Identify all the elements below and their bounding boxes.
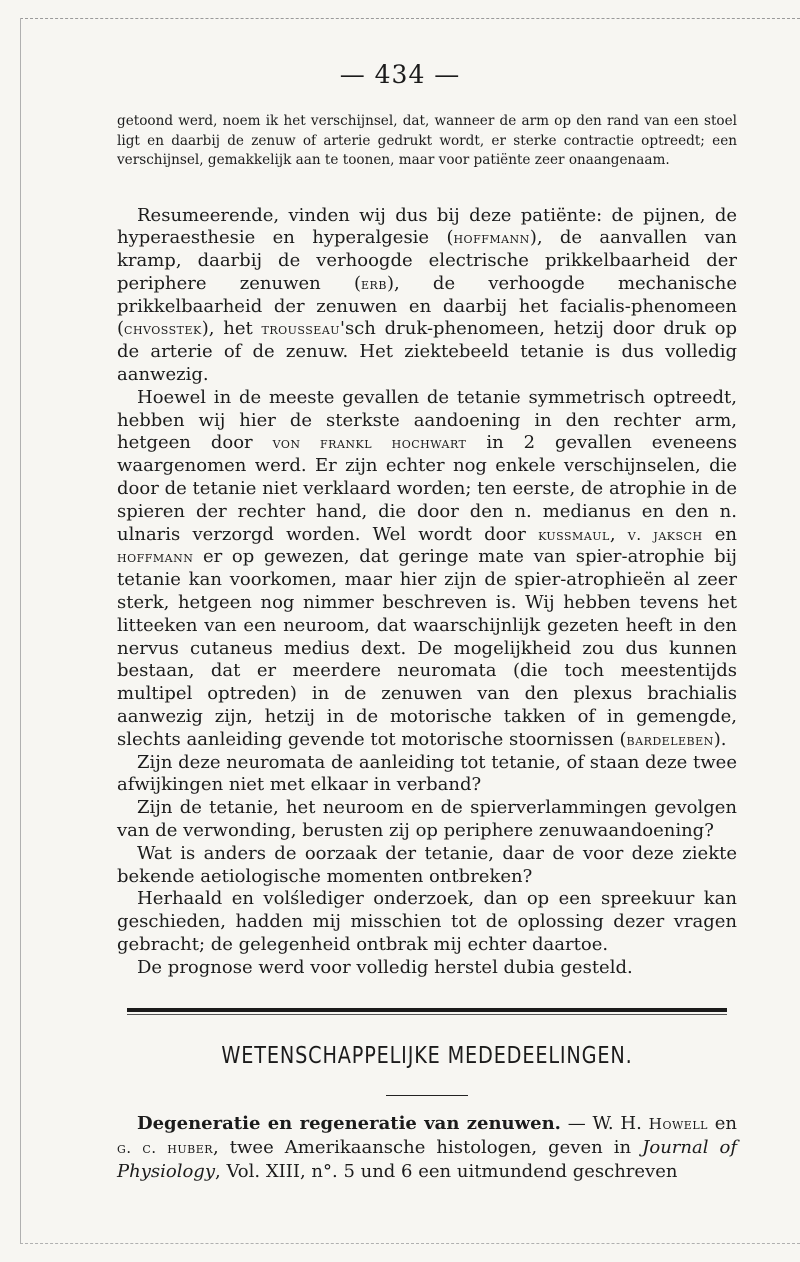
left-border-line	[20, 18, 21, 1244]
article-intro: Degeneratie en regeneratie van zenuwen. — W. H. Howell en g. c. huber, twee Amerikaansche histologen, geven in Journal of Physiology, Vol. XIII, n°. 5 und 6 een uitmundend geschreven	[117, 1112, 737, 1182]
case-discussion	[117, 205, 737, 980]
section-heading: WETENSCHAPPELIJKE MEDEDEELINGEN.	[221, 1040, 633, 1069]
paragraph-question-1: Zijn deze neuromata de aanleiding tot tetanie, of staan deze twee afwijkingen niet met elkaar in verband?	[117, 751, 737, 796]
heading-underline	[386, 1095, 468, 1096]
paragraph-question-3: Wat is anders de oorzaak der tetanie, daar de voor deze ziekte bekende aetiologische momenten ontbreken?	[117, 842, 737, 887]
section-divider	[127, 1008, 727, 1015]
page-number: — 434 —	[339, 60, 461, 89]
top-border-line	[20, 18, 800, 19]
paragraph-further-research: Herhaald en volślediger onderzoek, dan op een spreekuur kan geschieden, hadden mij misschien tot de oplossing dezer vragen gebracht; de gelegenheid ontbrak mij echter daartoe.	[117, 888, 737, 955]
paragraph-symmetry: Hoewel in de meeste gevallen de tetanie symmetrisch optreedt, hebben wij hier de sterkste aandoening in den rechter arm, hetgeen door von frankl hochwart in 2 gevallen eveneens waargenomen werd. Er zijn echter nog enkele verschijnselen, die door de tetanie niet verklaard worden; ten eerste, de atrophie in de spieren der rechter hand, die door den n. medianus en den n. ulnaris verzorgd worden. Wel wordt door kussmaul, v. jaksch en hoffmann er op gewezen, dat geringe mate van spier-atrophie bij tetanie kan voorkomen, maar hier zijn de spier-atrophieën al zeer sterk, hetgeen nog nimmer beschreven is. Wij hebben tevens het litteeken van een neuroom, dat waarschijnlijk gezeten heeft in den nervus cutaneus medius dext. De mogelijkheid zou dus kunnen bestaan, dat er meerdere neuromata (die toch meestentijds multipel optreden) in de zenuwen van den plexus brachialis aanwezig zijn, hetzij in de motorische takken of in gemengde, slechts aanleiding gevende tot motorische stoornissen (bardeleben).	[117, 386, 738, 750]
paragraph-prognosis: De prognose werd voor volledig herstel dubia gesteld.	[137, 956, 633, 978]
author-name: hoffmann	[117, 548, 194, 567]
author-name: g. c. huber	[117, 1138, 214, 1157]
author-name: von frankl hochwart	[272, 434, 467, 453]
paragraph-summary: Resumeerende, vinden wij dus bij deze patiënte: de pijnen, de hyperaesthesie en hyperalgesie (hoffmann), de aanvallen van kramp, daarbij de verhoogde electrische prikkelbaarheid der periphere zenuwen (erb), de verhoogde mechanische prikkelbaarheid der zenuwen en daarbij het facialis-phenomeen (chvosstek), het trousseau'sch druk-phenomeen, hetzij door druk op de arterie of de zenuw. Het ziektebeeld tetanie is dus volledig aanwezig.	[117, 204, 737, 386]
journal-name: Journal of Physiology	[117, 1136, 737, 1182]
author-name: Howell	[648, 1114, 708, 1133]
author-name: trousseau	[261, 320, 341, 339]
author-name: hoffmann	[453, 229, 530, 248]
page-content	[117, 112, 737, 1184]
bottom-border-line	[20, 1243, 800, 1244]
author-name: v. jaksch	[627, 525, 703, 544]
author-name: erb	[361, 274, 387, 293]
article-title: Degeneratie en regeneratie van zenuwen.	[137, 1112, 561, 1134]
paragraph-question-2: Zijn de tetanie, het neuroom en de spierverlammingen gevolgen van de verwonding, berusten zij op periphere zenuwaandoening?	[117, 797, 737, 842]
intro-paragraph: getoond werd, noem ik het verschijnsel, dat, wanneer de arm op den rand van een stoel ligt en daarbij de zenuw of arterie gedrukt wordt, er sterke contractie optreedt; een verschijnsel, gemakkelijk aan te toonen, maar voor patiënte zeer onaangenaam.	[117, 113, 737, 168]
author-name: kussmaul	[538, 525, 610, 544]
author-name: bardeleben	[626, 730, 714, 749]
author-name: chvosstek	[124, 320, 202, 339]
